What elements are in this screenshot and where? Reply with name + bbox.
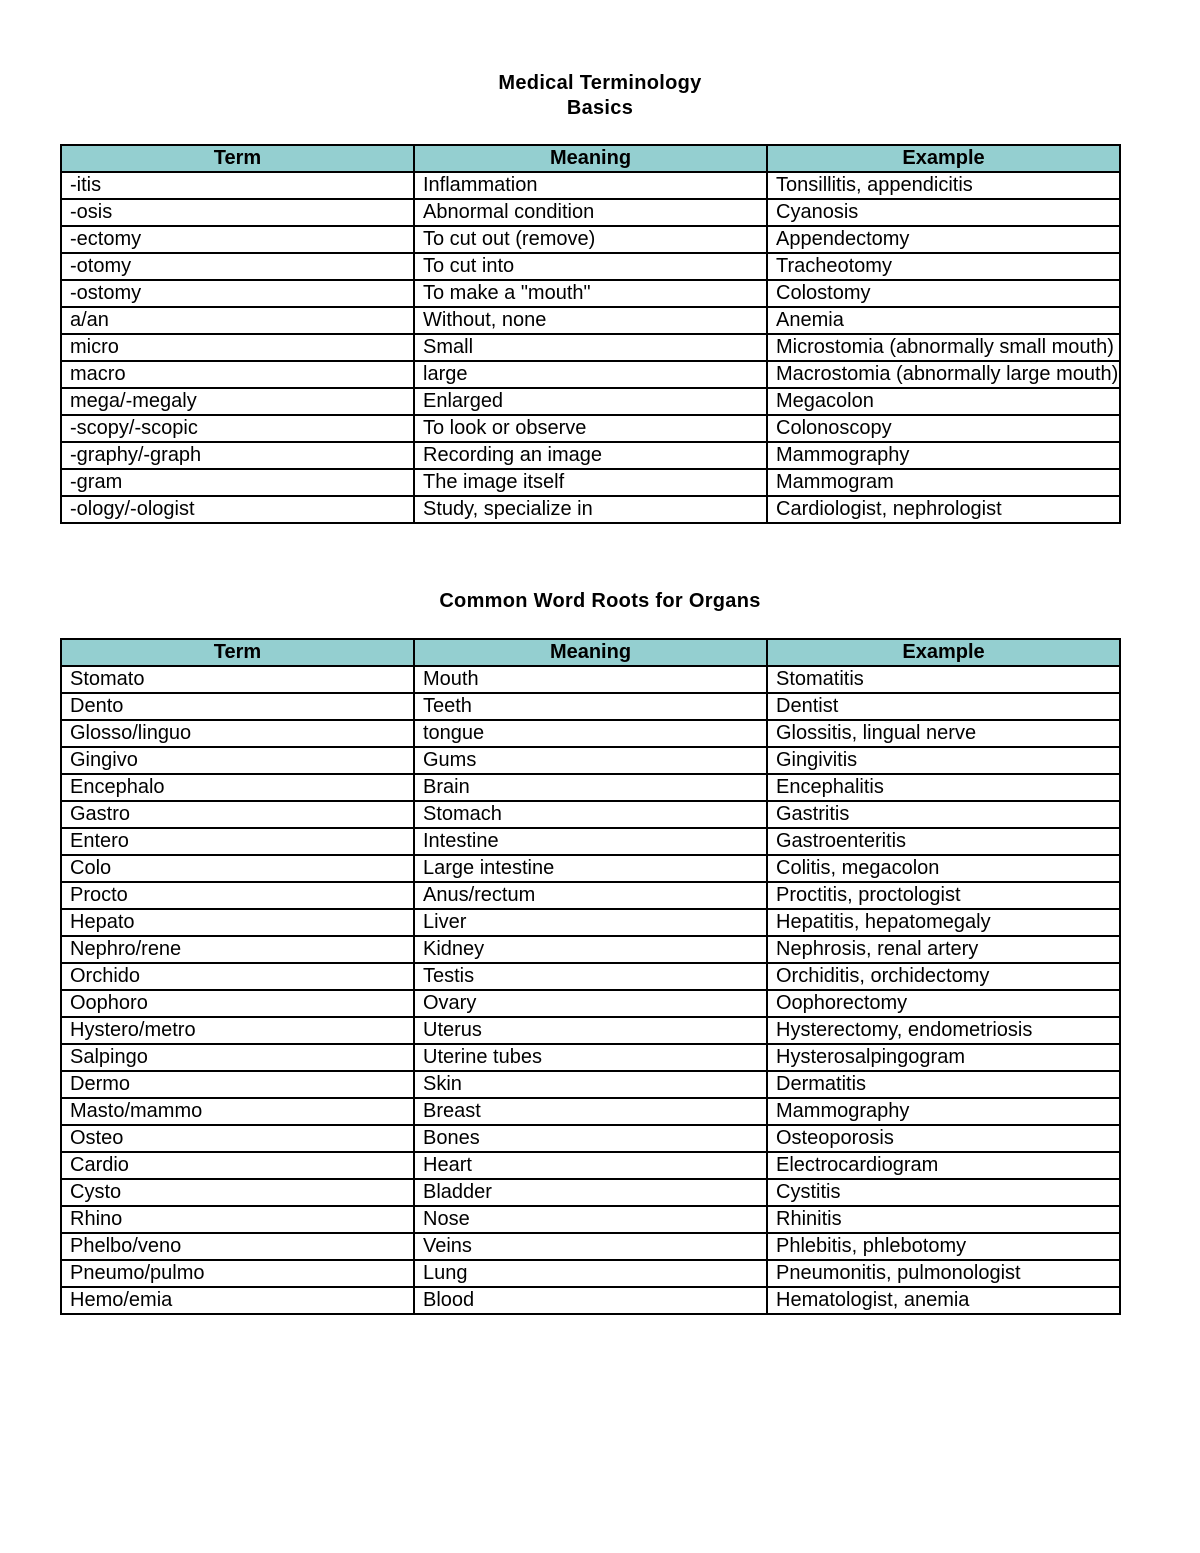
example-cell: Stomatitis xyxy=(767,666,1120,693)
meaning-cell: To look or observe xyxy=(414,415,767,442)
term-cell: Procto xyxy=(61,882,414,909)
meaning-cell: large xyxy=(414,361,767,388)
table-row xyxy=(61,1260,1120,1287)
table-row xyxy=(61,963,1120,990)
term-cell: Encephalo xyxy=(61,774,414,801)
example-cell: Dermatitis xyxy=(767,1071,1120,1098)
term-cell: Nephro/rene xyxy=(61,936,414,963)
meaning-cell: Heart xyxy=(414,1152,767,1179)
meaning-cell: Mouth xyxy=(414,666,767,693)
table-row xyxy=(61,828,1120,855)
table-row xyxy=(61,1287,1120,1314)
example-cell: Phlebitis, phlebotomy xyxy=(767,1233,1120,1260)
example-cell: Tracheotomy xyxy=(767,253,1120,280)
term-cell: Glosso/linguo xyxy=(61,720,414,747)
meaning-cell: To cut out (remove) xyxy=(414,226,767,253)
meaning-cell: Stomach xyxy=(414,801,767,828)
term-cell: Hepato xyxy=(61,909,414,936)
example-cell: Pneumonitis, pulmonologist xyxy=(767,1260,1120,1287)
example-cell: Cardiologist, nephrologist xyxy=(767,496,1120,523)
meaning-cell: Liver xyxy=(414,909,767,936)
meaning-cell: To cut into xyxy=(414,253,767,280)
table-row xyxy=(61,226,1120,253)
page-title: Medical Terminology xyxy=(498,72,702,94)
table-row xyxy=(61,990,1120,1017)
meaning-cell: Study, specialize in xyxy=(414,496,767,523)
term-cell: Hystero/metro xyxy=(61,1017,414,1044)
table-row xyxy=(61,936,1120,963)
term-cell: Orchido xyxy=(61,963,414,990)
example-cell: Anemia xyxy=(767,307,1120,334)
table-row xyxy=(61,693,1120,720)
example-cell: Hysterosalpingogram xyxy=(767,1044,1120,1071)
term-cell: Pneumo/pulmo xyxy=(61,1260,414,1287)
example-cell: Dentist xyxy=(767,693,1120,720)
example-cell: Colonoscopy xyxy=(767,415,1120,442)
example-cell: Orchiditis, orchidectomy xyxy=(767,963,1120,990)
term-cell: -otomy xyxy=(61,253,414,280)
example-cell: Gastritis xyxy=(767,801,1120,828)
table-row xyxy=(61,1044,1120,1071)
table-row xyxy=(61,469,1120,496)
example-cell: Glossitis, lingual nerve xyxy=(767,720,1120,747)
term-cell: a/an xyxy=(61,307,414,334)
term-cell: macro xyxy=(61,361,414,388)
example-cell: Colostomy xyxy=(767,280,1120,307)
meaning-cell: Bones xyxy=(414,1125,767,1152)
meaning-cell: Enlarged xyxy=(414,388,767,415)
meaning-cell: Without, none xyxy=(414,307,767,334)
example-cell: Mammography xyxy=(767,1098,1120,1125)
table-row xyxy=(61,172,1120,199)
term-cell: -ology/-ologist xyxy=(61,496,414,523)
table-row xyxy=(61,1017,1120,1044)
term-cell: Cysto xyxy=(61,1179,414,1206)
table-row xyxy=(61,747,1120,774)
table-row xyxy=(61,334,1120,361)
example-cell: Encephalitis xyxy=(767,774,1120,801)
term-cell: -ostomy xyxy=(61,280,414,307)
term-cell: -graphy/-graph xyxy=(61,442,414,469)
table-row xyxy=(61,1098,1120,1125)
example-cell: Tonsillitis, appendicitis xyxy=(767,172,1120,199)
table-row xyxy=(61,855,1120,882)
meaning-cell: Bladder xyxy=(414,1179,767,1206)
example-cell: Mammogram xyxy=(767,469,1120,496)
column-header-meaning: Meaning xyxy=(414,639,767,666)
meaning-cell: Large intestine xyxy=(414,855,767,882)
term-cell: Osteo xyxy=(61,1125,414,1152)
table-row xyxy=(61,909,1120,936)
example-cell: Mammography xyxy=(767,442,1120,469)
meaning-cell: Nose xyxy=(414,1206,767,1233)
table-row xyxy=(61,253,1120,280)
basics-table xyxy=(60,144,1121,524)
word-roots-table xyxy=(60,638,1121,1315)
table-row xyxy=(61,1206,1120,1233)
term-cell: Hemo/emia xyxy=(61,1287,414,1314)
term-cell: -osis xyxy=(61,199,414,226)
example-cell: Electrocardiogram xyxy=(767,1152,1120,1179)
example-cell: Gastroenteritis xyxy=(767,828,1120,855)
term-cell: -scopy/-scopic xyxy=(61,415,414,442)
table-row xyxy=(61,1152,1120,1179)
table-row xyxy=(61,442,1120,469)
meaning-cell: Uterus xyxy=(414,1017,767,1044)
term-cell: Gastro xyxy=(61,801,414,828)
table-row xyxy=(61,882,1120,909)
meaning-cell: tongue xyxy=(414,720,767,747)
meaning-cell: Brain xyxy=(414,774,767,801)
example-cell: Hysterectomy, endometriosis xyxy=(767,1017,1120,1044)
table-row xyxy=(61,801,1120,828)
example-cell: Appendectomy xyxy=(767,226,1120,253)
term-cell: Masto/mammo xyxy=(61,1098,414,1125)
meaning-cell: Uterine tubes xyxy=(414,1044,767,1071)
term-cell: -itis xyxy=(61,172,414,199)
table-row xyxy=(61,307,1120,334)
example-cell: Hepatitis, hepatomegaly xyxy=(767,909,1120,936)
example-cell: Osteoporosis xyxy=(767,1125,1120,1152)
term-cell: Dento xyxy=(61,693,414,720)
meaning-cell: Small xyxy=(414,334,767,361)
meaning-cell: Blood xyxy=(414,1287,767,1314)
page-subtitle: Basics xyxy=(566,97,634,119)
meaning-cell: The image itself xyxy=(414,469,767,496)
term-cell: Cardio xyxy=(61,1152,414,1179)
example-cell: Hematologist, anemia xyxy=(767,1287,1120,1314)
meaning-cell: Lung xyxy=(414,1260,767,1287)
term-cell: Oophoro xyxy=(61,990,414,1017)
meaning-cell: Gums xyxy=(414,747,767,774)
example-cell: Nephrosis, renal artery xyxy=(767,936,1120,963)
meaning-cell: Recording an image xyxy=(414,442,767,469)
column-header-meaning: Meaning xyxy=(414,145,767,172)
meaning-cell: Veins xyxy=(414,1233,767,1260)
table-row xyxy=(61,774,1120,801)
meaning-cell: To make a "mouth" xyxy=(414,280,767,307)
table-row xyxy=(61,388,1120,415)
example-cell: Megacolon xyxy=(767,388,1120,415)
column-header-term: Term xyxy=(61,639,414,666)
column-header-example: Example xyxy=(767,145,1120,172)
table-row xyxy=(61,1125,1120,1152)
table-header-row xyxy=(61,639,1120,666)
section-title-word-roots: Common Word Roots for Organs xyxy=(439,590,761,612)
term-cell: Gingivo xyxy=(61,747,414,774)
table-row xyxy=(61,1179,1120,1206)
term-cell: -ectomy xyxy=(61,226,414,253)
meaning-cell: Testis xyxy=(414,963,767,990)
term-cell: -gram xyxy=(61,469,414,496)
table-header-row xyxy=(61,145,1120,172)
example-cell: Microstomia (abnormally small mouth) xyxy=(767,334,1120,361)
column-header-term: Term xyxy=(61,145,414,172)
example-cell: Oophorectomy xyxy=(767,990,1120,1017)
example-cell: Cyanosis xyxy=(767,199,1120,226)
term-cell: mega/-megaly xyxy=(61,388,414,415)
example-cell: Macrostomia (abnormally large mouth) xyxy=(767,361,1120,388)
table-row xyxy=(61,1071,1120,1098)
table-row xyxy=(61,199,1120,226)
meaning-cell: Abnormal condition xyxy=(414,199,767,226)
table-row xyxy=(61,280,1120,307)
example-cell: Proctitis, proctologist xyxy=(767,882,1120,909)
table-row xyxy=(61,666,1120,693)
term-cell: Salpingo xyxy=(61,1044,414,1071)
meaning-cell: Anus/rectum xyxy=(414,882,767,909)
column-header-example: Example xyxy=(767,639,1120,666)
table-row xyxy=(61,415,1120,442)
table-row xyxy=(61,1233,1120,1260)
example-cell: Colitis, megacolon xyxy=(767,855,1120,882)
example-cell: Cystitis xyxy=(767,1179,1120,1206)
example-cell: Rhinitis xyxy=(767,1206,1120,1233)
table-row xyxy=(61,496,1120,523)
meaning-cell: Inflammation xyxy=(414,172,767,199)
example-cell: Gingivitis xyxy=(767,747,1120,774)
term-cell: micro xyxy=(61,334,414,361)
meaning-cell: Skin xyxy=(414,1071,767,1098)
table-row xyxy=(61,361,1120,388)
meaning-cell: Teeth xyxy=(414,693,767,720)
meaning-cell: Intestine xyxy=(414,828,767,855)
term-cell: Entero xyxy=(61,828,414,855)
table-row xyxy=(61,720,1120,747)
meaning-cell: Ovary xyxy=(414,990,767,1017)
term-cell: Colo xyxy=(61,855,414,882)
meaning-cell: Breast xyxy=(414,1098,767,1125)
meaning-cell: Kidney xyxy=(414,936,767,963)
term-cell: Rhino xyxy=(61,1206,414,1233)
term-cell: Dermo xyxy=(61,1071,414,1098)
term-cell: Stomato xyxy=(61,666,414,693)
term-cell: Phelbo/veno xyxy=(61,1233,414,1260)
